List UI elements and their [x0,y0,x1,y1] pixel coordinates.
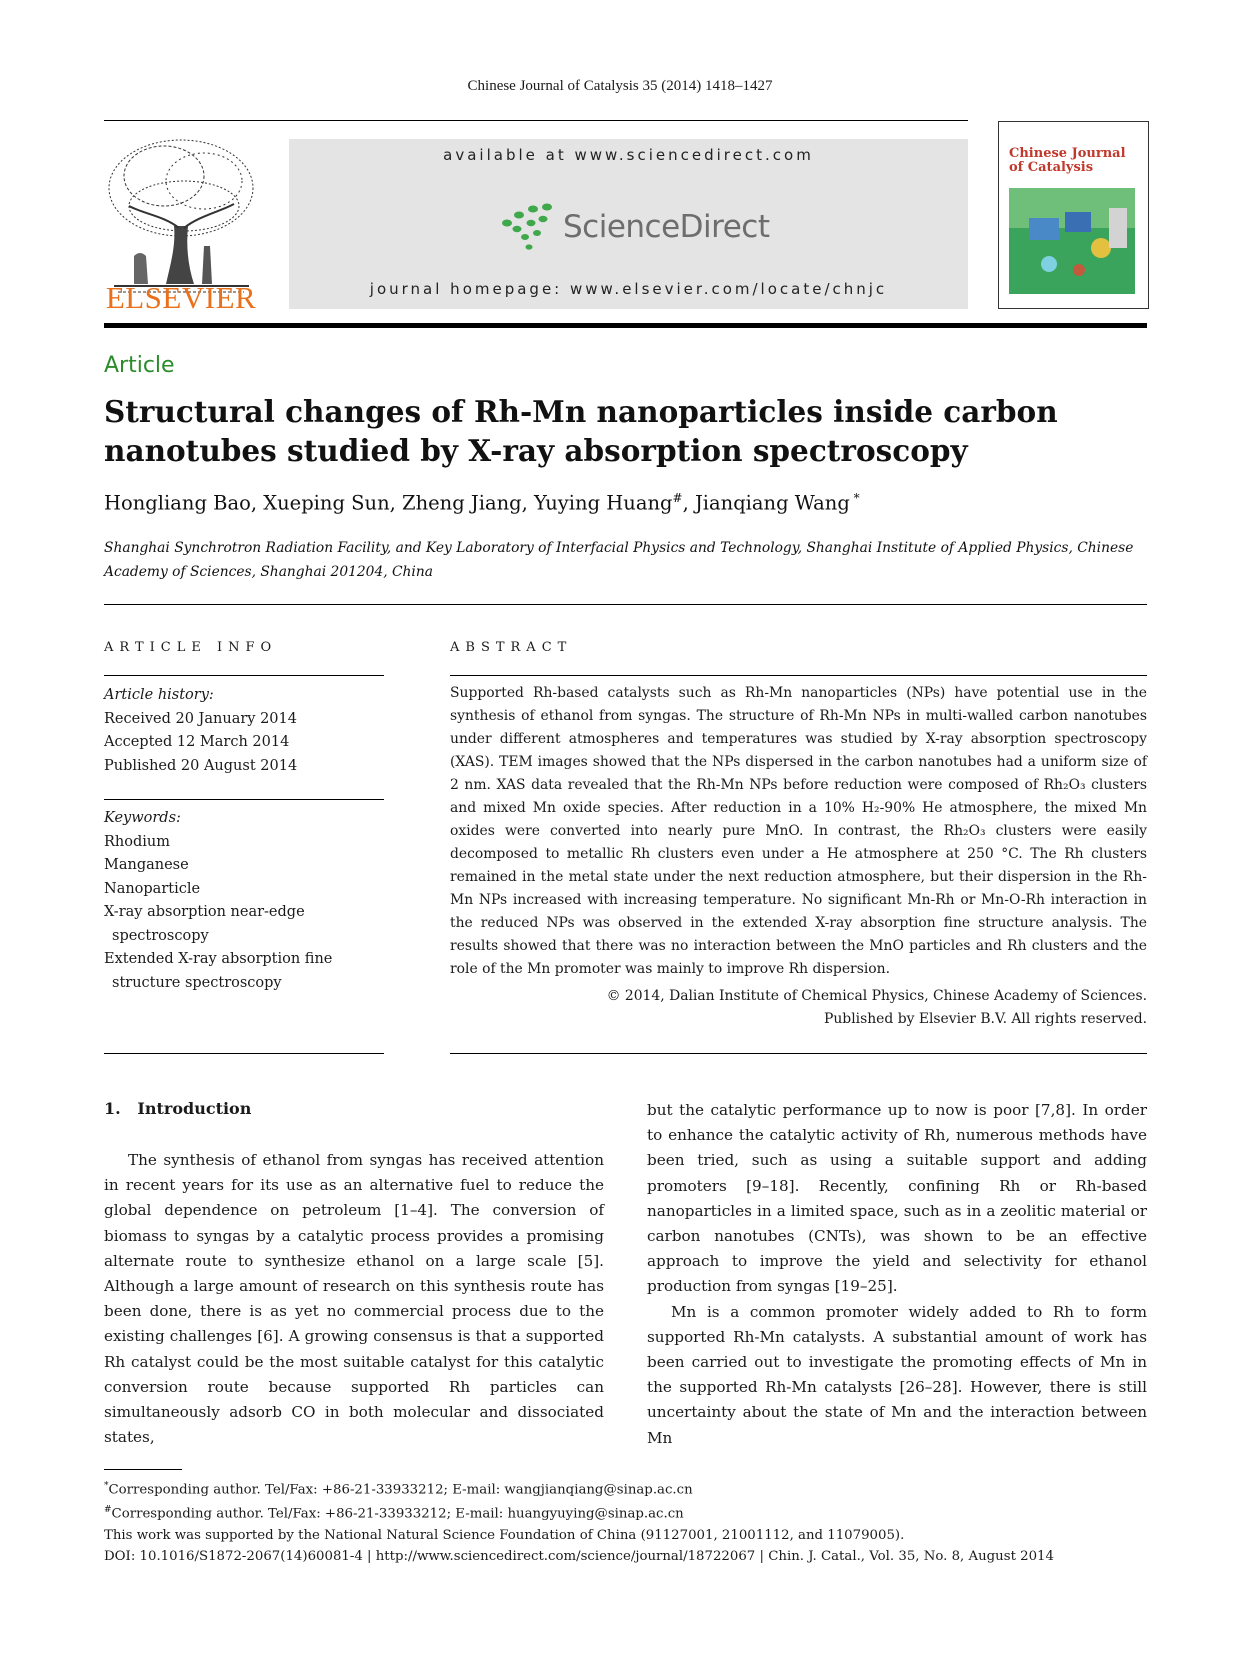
footnotes [104,1476,1164,1567]
journal-homepage-link[interactable]: journal homepage: www.elsevier.com/locate/chnjc [369,280,888,298]
author-list: Hongliang Bao, Xueping Sun, Zheng Jiang, Yuying Huang#, Jianqiang Wang * [104,491,860,515]
footnote-corresponding-1: *Corresponding author. Tel/Fax: +86-21-33933212; E-mail: wangjianqiang@sinap.ac.cn [104,1481,693,1498]
abstract-rule-bottom [450,1053,1147,1054]
available-at-link[interactable]: available at www.sciencedirect.com [443,146,814,164]
accepted-date: Accepted 12 March 2014 [104,734,290,750]
article-info-rule-2 [104,799,384,800]
header-bottom-rule [104,323,1147,328]
body-column-left [104,1148,604,1450]
author-mark-star: * [849,491,860,505]
paragraph: but the catalytic performance up to now is poor [7,8]. In order to enhance the catalytic activity of Rh, numerous methods have been tried, such as using a suitable support and adding promoters [9–18]. Recently, confining Rh or Rh-based nanoparticles in a limited space, such as in a zeolitic material or carbon nanotubes (CNTs), was shown to be an effective approach to improve the yield and selectivity for ethanol production from syngas [19–25]. [647,1101,1147,1296]
article-info-rule-3 [104,1053,384,1054]
header-top-rule [104,120,968,121]
elsevier-wordmark: ELSEVIER [105,280,257,315]
keywords: Keywords: Rhodium Manganese Nanoparticle X-ray absorption near-edge spectroscopy Extended X-ray absorption fine structure spectroscopy [104,807,332,995]
keyword-item: structure spectroscopy [112,974,282,991]
keyword-item: Manganese [104,857,189,873]
abstract-heading: ABSTRACT [450,640,573,655]
cover-image [1009,188,1135,294]
info-top-rule [104,604,1147,605]
cover-title: Chinese Journal of Catalysis [1009,146,1126,175]
abstract-rule-top [450,675,1147,676]
section-heading-introduction: 1. Introduction [104,1099,252,1118]
paragraph: The synthesis of ethanol from syngas has received attention in recent years for its use as an alternative fuel to reduce the global dependence on petroleum [1–4]. The conversion of biomass to syngas by a catalytic process provides a promising alternate route to synthesize ethanol on a large scale [5]. Although a large amount of research on this synthesis route has been done, there is as yet no commercial process due to the existing challenges [6]. A growing consensus is that a supported Rh catalyst could be the most suitable catalyst for this catalytic conversion route because supported Rh particles can simultaneously adsorb CO in both molecular and dissociated states, [104,1151,604,1447]
keyword-item: X-ray absorption near-edge [104,904,305,920]
journal-cover [998,121,1149,309]
footnote-rule [104,1469,182,1470]
author-mark-hash: # [672,491,683,505]
keyword-item: Rhodium [104,833,170,850]
sciencedirect-banner [289,139,968,309]
abstract-text: Supported Rh-based catalysts such as Rh-Mn nanoparticles (NPs) have potential use in the synthesis of ethanol from syngas. The structure of Rh-Mn NPs in multi-walled carbon nanotubes under different atmospheres and temperatures was studied by X-ray absorption spectroscopy (XAS). TEM images showed that the NPs dispersed in the carbon nanotubes had a uniform size of 2 nm. XAS data revealed that the Rh-Mn NPs before reduction were composed of Rh₂O₃ clusters and mixed Mn oxide species. After reduction in a 10% H₂-90% He atmosphere, the mixed Mn oxides were converted into nearly pure MnO. In contrast, the Rh₂O₃ clusters were easily decomposed to metallic Rh clusters even under a He atmosphere at 250 °C. The Rh clusters remained in the metal state under the next reduction atmosphere, but their dispersion in the Rh-Mn NPs increased with increasing temperature. No significant Mn-Rh or Mn-O-Rh interaction in the reduced NPs was observed in the extended X-ray absorption fine structure analysis. The results showed that there was no interaction between the MnO particles and Rh clusters and the role of the Mn promoter was mainly to improve Rh dispersion. [450,685,1147,977]
footnote-doi: DOI: 10.1016/S1872-2067(14)60081-4 | http://www.sciencedirect.com/science/journal/18722067 | Chin. J. Catal., Vol. 35, No. 8, August 2014 [104,1548,1054,1564]
keyword-item: Nanoparticle [104,880,201,897]
received-date: Received 20 January 2014 [104,710,297,727]
sciencedirect-wordmark: ScienceDirect [563,209,770,245]
article-title: Structural changes of Rh-Mn nanoparticles inside carbon nanotubes studied by X-ray absorption spectroscopy [104,394,1058,468]
keyword-item: spectroscopy [112,927,209,944]
article-info-heading: ARTICLE INFO [104,640,278,655]
paragraph: Mn is a common promoter widely added to Rh to form supported Rh-Mn catalysts. A substantial amount of work has been carried out to investigate the promoting effects of Mn in the supported Rh-Mn catalysts [26–28]. However, there is still uncertainty about the state of Mn and the interaction between Mn [647,1302,1147,1447]
published-date: Published 20 August 2014 [104,757,298,774]
abstract-copyright: © 2014, Dalian Institute of Chemical Physics, Chinese Academy of Sciences. Published by Elsevier B.V. All rights reserved. [606,988,1147,1027]
journal-reference: Chinese Journal of Catalysis 35 (2014) 1418–1427 [467,78,773,94]
article-history: Article history: Received 20 January 2014 Accepted 12 March 2014 Published 20 August 2014 [104,684,297,778]
footnote-funding: This work was supported by the National Natural Science Foundation of China (91127001, 21001112, and 11079005). [104,1527,905,1543]
footnote-corresponding-2: #Corresponding author. Tel/Fax: +86-21-33933212; E-mail: huangyuying@sinap.ac.cn [104,1505,684,1522]
body-column-right [647,1098,1147,1451]
affiliation: Shanghai Synchrotron Radiation Facility, and Key Laboratory of Interfacial Physics and Technology, Shanghai Institute of Applied Physics, Chinese Academy of Sciences, Shanghai 201204, China [104,540,1134,580]
article-info-rule-1 [104,675,384,676]
article-type-label: Article [104,353,175,378]
keyword-item: Extended X-ray absorption fine [104,951,333,967]
